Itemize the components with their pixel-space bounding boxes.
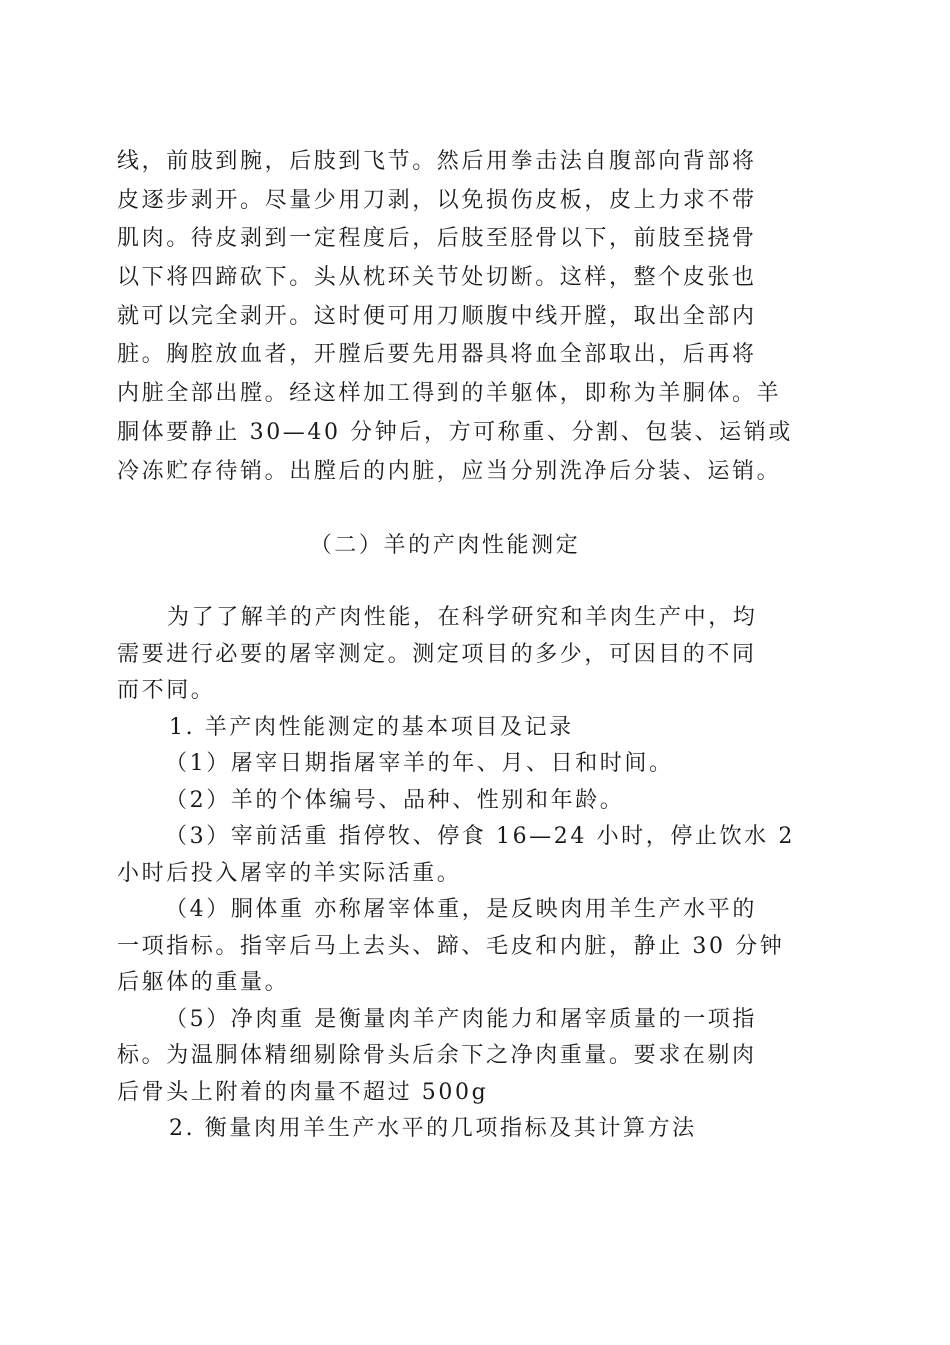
text-line: 为了了解羊的产肉性能，在科学研究和羊肉生产中，均 [167, 605, 758, 630]
list-item: （3）宰前活重 指停牧、停食 16—24 小时，停止饮水 2 [165, 824, 795, 849]
text-line: 后躯体的重量。 [117, 970, 290, 995]
list-item: （5）净肉重 是衡量肉羊产肉能力和屠宰质量的一项指 [165, 1006, 757, 1032]
list-item: （2）羊的个体编号、品种、性别和年龄。 [165, 787, 625, 813]
text-line: 一项指标。指宰后马上去头、蹄、毛皮和内脏，静止 30 分钟 [117, 933, 785, 959]
list-item: （4）胴体重 亦称屠宰体重，是反映肉用羊生产水平的 [165, 897, 757, 922]
paragraph-meat-performance [117, 600, 795, 1148]
text-line: 以下将四蹄砍下。头从枕环关节处切断。这样，整个皮张也 [117, 265, 757, 291]
section-heading: （二）羊的产肉性能测定 [309, 533, 581, 558]
text-line: 就可以完全剥开。这时便可用刀顺腹中线开膛，取出全部内 [117, 303, 757, 329]
text-line: 后骨头上附着的肉量不超过 500g [117, 1079, 489, 1105]
text-line: 胴体要静止 30—40 分钟后，方可称重、分割、包装、运销或 [117, 419, 793, 445]
text-line: 需要进行必要的屠宰测定。测定项目的多少，可因目的不同 [117, 641, 757, 667]
text-line: 小时后投入屠宰的羊实际活重。 [117, 860, 462, 886]
list-item: （1）屠宰日期指屠宰羊的年、月、日和时间。 [165, 751, 674, 776]
text-line: 而不同。 [117, 678, 216, 703]
text-line: 线，前肢到腕，后肢到飞节。然后用拳击法自腹部向背部将 [117, 149, 757, 174]
text-line: 皮逐步剥开。尽量少用刀剥，以免损伤皮板，皮上力求不带 [117, 187, 757, 213]
text-line: 内脏全部出膛。经这样加工得到的羊躯体，即称为羊胴体。羊 [117, 381, 782, 407]
text-line: 冷冻贮存待销。出膛后的内脏，应当分别洗净后分装、运销。 [117, 458, 782, 484]
text-line: 肌肉。待皮剥到一定程度后，后肢至胫骨以下，前肢至挠骨 [117, 226, 757, 252]
paragraph-carcass-processing [117, 143, 793, 491]
list-heading-1: 1. 羊产肉性能测定的基本项目及记录 [169, 714, 574, 740]
text-line: 标。为温胴体精细剔除骨头后余下之净肉重量。要求在剔肉 [117, 1043, 757, 1068]
list-heading-2: 2. 衡量肉用羊生产水平的几项指标及其计算方法 [169, 1116, 697, 1141]
text-line: 脏。胸腔放血者，开膛后要先用器具将血全部取出，后再将 [117, 342, 757, 368]
